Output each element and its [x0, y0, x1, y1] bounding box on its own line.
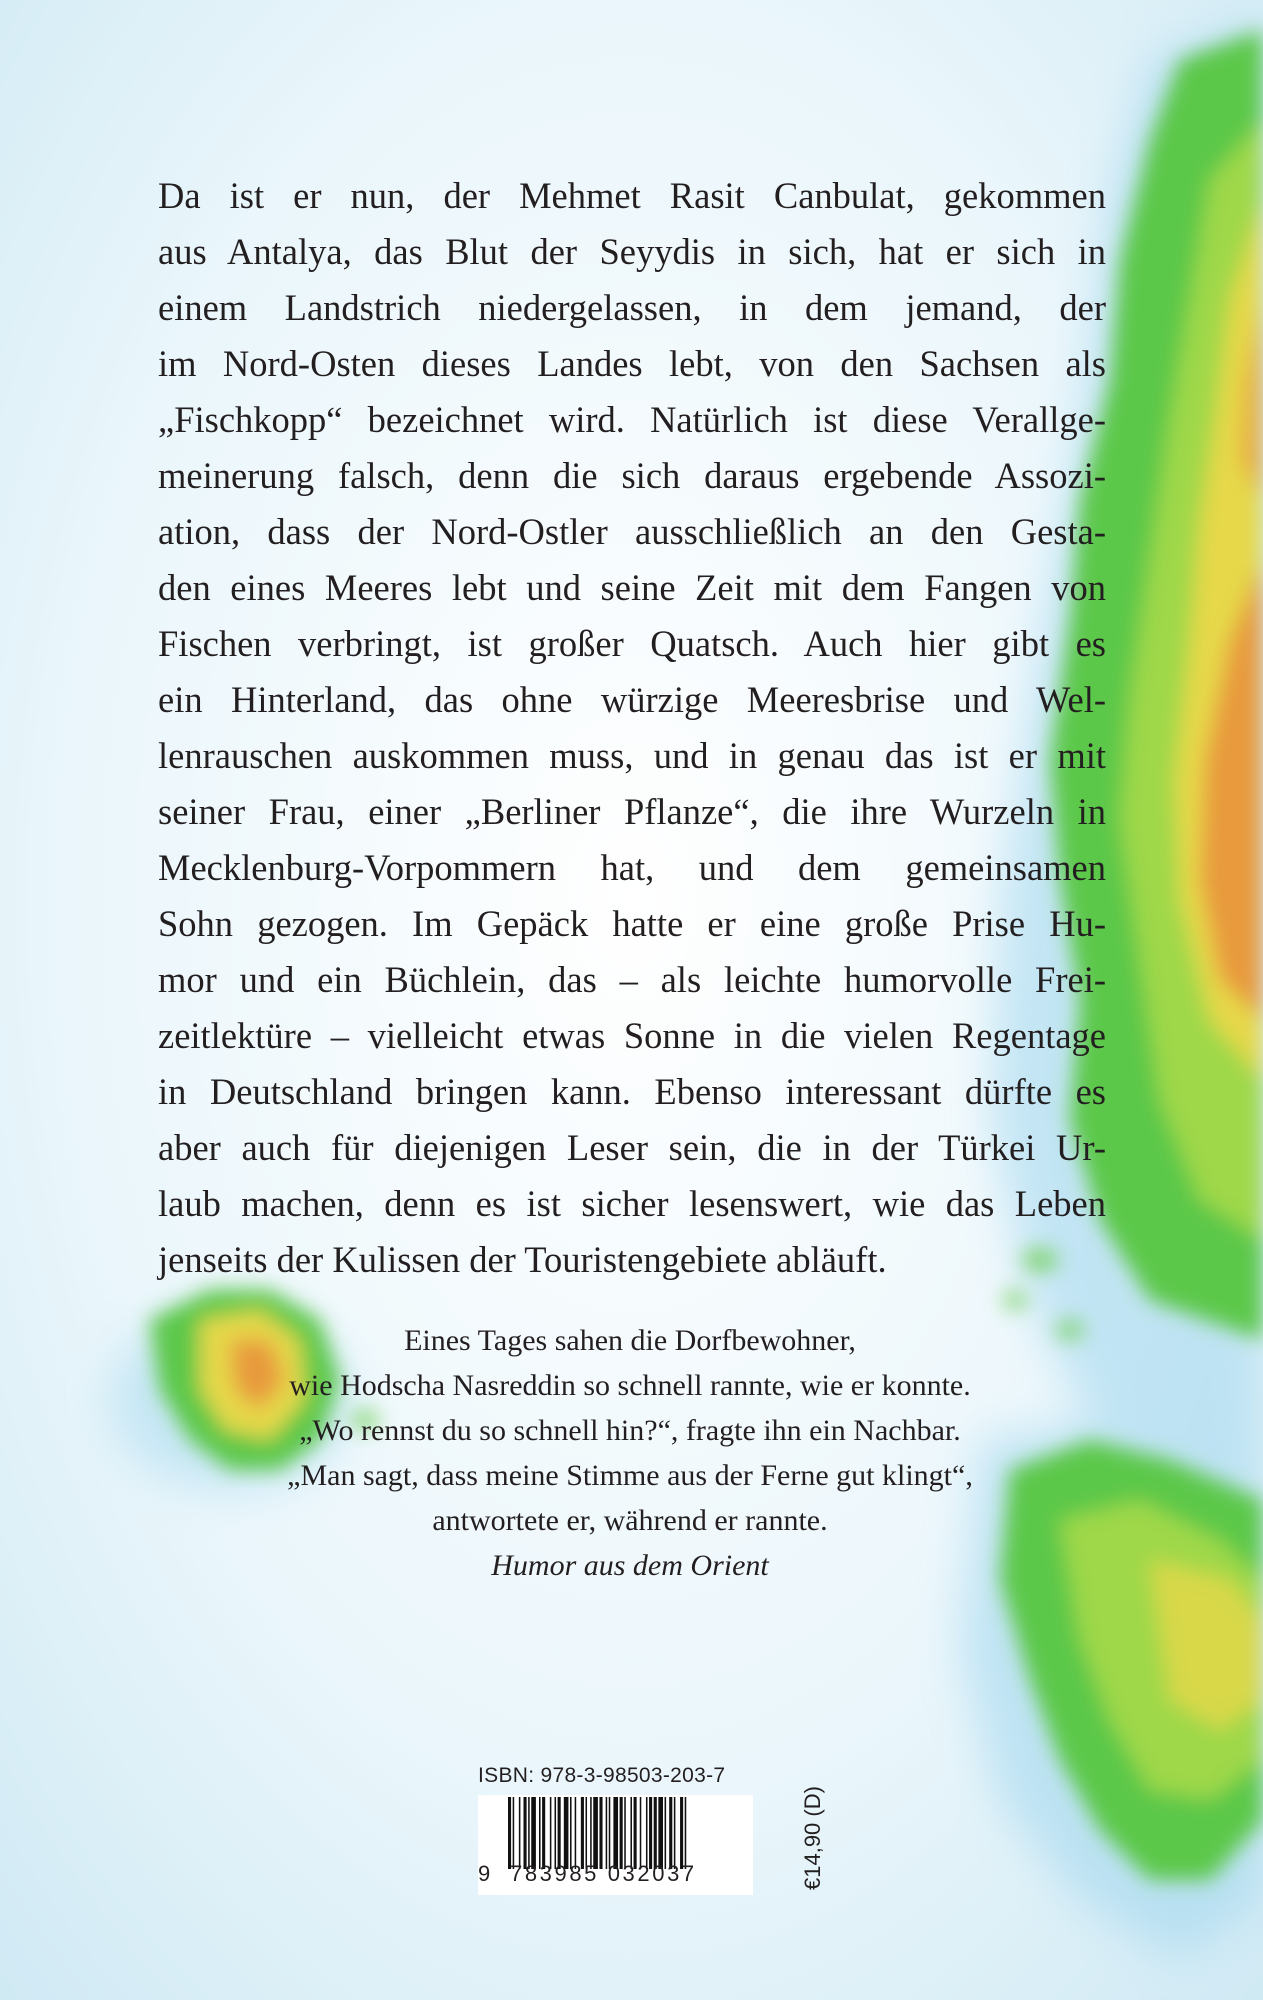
- barcode-bar: [542, 1797, 545, 1869]
- barcode-bar: [564, 1797, 569, 1869]
- isbn-label: ISBN: 978-3-98503-203-7: [478, 1764, 726, 1787]
- blurb-line: Sohn gezogen. Im Gepäck hatte er eine große Prise Hu-: [158, 903, 1106, 944]
- blurb-line: seiner Frau, einer „Berliner Pflanze“, die ihre Wurzeln in: [158, 791, 1106, 832]
- barcode-bar: [669, 1797, 672, 1869]
- quote-line: „Wo rennst du so schnell hin?“, fragte ihn ein Nachbar.: [299, 1414, 961, 1447]
- barcode-bar: [685, 1797, 687, 1869]
- barcode-bar: [550, 1797, 552, 1869]
- barcode-bar: [674, 1797, 676, 1869]
- blurb-line: „Fischkopp“ bezeichnet wird. Natürlich ist diese Verallge-: [158, 399, 1106, 440]
- barcode-bars: [508, 1797, 746, 1869]
- barcode-bar: [558, 1797, 561, 1869]
- blurb-line: meinerung falsch, denn die sich daraus ergebende Assozi-: [158, 455, 1106, 496]
- quote-line: Eines Tages sahen die Dorfbewohner,: [404, 1324, 856, 1357]
- quote-line: „Man sagt, dass meine Stimme aus der Ferne gut klingt“,: [287, 1459, 973, 1492]
- barcode-bar: [531, 1797, 536, 1869]
- barcode-bar: [575, 1797, 577, 1869]
- barcode-bar: [658, 1797, 663, 1869]
- barcode-bar: [555, 1797, 557, 1869]
- barcode-bar: [590, 1797, 592, 1869]
- blurb-line: ein Hinterland, das ohne würzige Meeresbrise und Wel-: [158, 679, 1106, 720]
- barcode-digits: 783985 032037: [510, 1861, 697, 1886]
- blurb-line: einem Landstrich niedergelassen, in dem jemand, der: [158, 287, 1106, 328]
- quote-line: antwortete er, während er rannte.: [432, 1504, 828, 1537]
- barcode-bar: [508, 1797, 511, 1869]
- blurb-line: laub machen, denn es ist sicher lesenswert, wie das Leben: [158, 1183, 1106, 1224]
- barcode-bar: [581, 1797, 584, 1869]
- blurb-line: aber auch für diejenigen Leser sein, die in der Türkei Ur-: [158, 1127, 1106, 1168]
- barcode-first-digit: 9: [478, 1861, 491, 1886]
- blurb-line: im Nord-Osten dieses Landes lebt, von den Sachsen als: [158, 343, 1106, 384]
- barcode-bar: [613, 1797, 618, 1869]
- barcode-bar: [528, 1797, 530, 1869]
- blurb-line: aus Antalya, das Blut der Seyydis in sich, hat er sich in: [158, 231, 1106, 272]
- quote-source: Humor aus dem Orient: [491, 1549, 769, 1582]
- price-label: €14,90 (D): [800, 1786, 825, 1890]
- quote-line: wie Hodscha Nasreddin so schnell rannte, wie er konnte.: [289, 1369, 971, 1402]
- blurb-line: den eines Meeres lebt und seine Zeit mit dem Fangen von: [158, 567, 1106, 608]
- barcode-bar: [665, 1797, 667, 1869]
- back-cover-blurb: [158, 168, 1106, 1288]
- blurb-line: Mecklenburg-Vorpommern hat, und dem gemeinsamen: [158, 847, 1106, 888]
- barcode-bar: [570, 1797, 572, 1869]
- blurb-line: ation, dass der Nord-Ostler ausschließlich an den Gesta-: [158, 511, 1106, 552]
- barcode-bar: [624, 1797, 626, 1869]
- barcode-bar: [539, 1797, 541, 1869]
- isbn-barcode: [478, 1795, 753, 1895]
- blurb-line: in Deutschland bringen kann. Ebenso interessant dürfte es: [158, 1071, 1106, 1112]
- barcode-bar: [654, 1797, 657, 1869]
- blurb-line: Fischen verbringt, ist großer Quatsch. Auch hier gibt es: [158, 623, 1106, 664]
- blurb-line: Da ist er nun, der Mehmet Rasit Canbulat, gekommen: [158, 175, 1106, 216]
- blurb-line: jenseits der Kulissen der Touristengebiete abläuft.: [158, 1239, 887, 1280]
- blurb-line: mor und ein Büchlein, das – als leichte humorvolle Frei-: [158, 959, 1106, 1000]
- barcode-bar: [599, 1797, 602, 1869]
- barcode-bar: [606, 1797, 608, 1869]
- nasreddin-quote: [240, 1318, 1020, 1588]
- barcode-bar: [630, 1797, 632, 1869]
- barcode-bar: [524, 1797, 527, 1869]
- blurb-line: zeitlektüre – vielleicht etwas Sonne in die vielen Regentage: [158, 1015, 1106, 1056]
- barcode-bar: [620, 1797, 623, 1869]
- barcode-bar: [649, 1797, 652, 1869]
- barcode-bar: [593, 1797, 598, 1869]
- barcode-bar: [646, 1797, 648, 1869]
- barcode-bar: [609, 1797, 611, 1869]
- barcode-bar: [519, 1797, 521, 1869]
- barcode-bar: [680, 1797, 683, 1869]
- blurb-line: lenrauschen auskommen muss, und in genau das ist er mit: [158, 735, 1106, 776]
- barcode-bar: [634, 1797, 637, 1869]
- barcode-bar: [586, 1797, 588, 1869]
- barcode-bar: [640, 1797, 642, 1869]
- barcode-bar: [513, 1797, 515, 1869]
